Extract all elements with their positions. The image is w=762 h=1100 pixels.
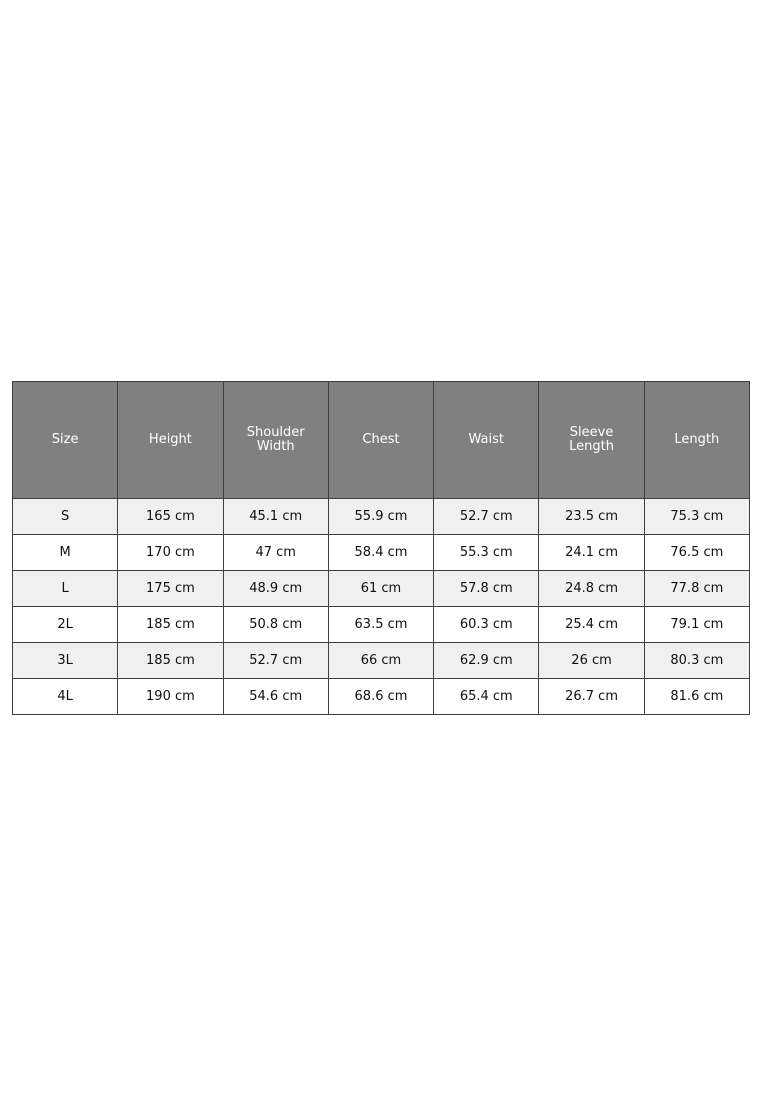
table-row (13, 643, 750, 679)
cell-sleeve-length: 25.4 cm (539, 607, 644, 643)
header-waist-line-1: Waist (468, 432, 504, 447)
header-length (644, 382, 749, 499)
cell-size: 3L (13, 643, 118, 679)
table-row (13, 499, 750, 535)
cell-length: 77.8 cm (644, 571, 749, 607)
cell-waist: 65.4 cm (434, 679, 539, 715)
cell-chest: 58.4 cm (328, 535, 433, 571)
cell-chest: 55.9 cm (328, 499, 433, 535)
table-row (13, 607, 750, 643)
cell-height: 175 cm (118, 571, 223, 607)
cell-length: 79.1 cm (644, 607, 749, 643)
cell-length: 76.5 cm (644, 535, 749, 571)
cell-height: 185 cm (118, 607, 223, 643)
header-size-line-1: Size (51, 432, 79, 447)
header-shoulder-width-line-2: Width (256, 439, 295, 454)
cell-height: 190 cm (118, 679, 223, 715)
header-height (118, 382, 223, 499)
cell-shoulder-width: 50.8 cm (223, 607, 328, 643)
table-row (13, 571, 750, 607)
cell-height: 165 cm (118, 499, 223, 535)
cell-shoulder-width: 52.7 cm (223, 643, 328, 679)
cell-waist: 62.9 cm (434, 643, 539, 679)
table-body (13, 499, 750, 715)
cell-shoulder-width: 47 cm (223, 535, 328, 571)
header-sleeve-length (539, 382, 644, 499)
header-chest (328, 382, 433, 499)
cell-shoulder-width: 54.6 cm (223, 679, 328, 715)
header-shoulder-width (223, 382, 328, 499)
header-sleeve-length-line-2: Length (569, 439, 614, 454)
cell-sleeve-length: 24.1 cm (539, 535, 644, 571)
cell-height: 185 cm (118, 643, 223, 679)
cell-shoulder-width: 45.1 cm (223, 499, 328, 535)
cell-size: S (13, 499, 118, 535)
header-row (13, 382, 750, 499)
table-header (13, 382, 750, 499)
cell-chest: 63.5 cm (328, 607, 433, 643)
cell-length: 81.6 cm (644, 679, 749, 715)
header-size (13, 382, 118, 499)
header-length-line-1: Length (674, 432, 720, 447)
table-row (13, 535, 750, 571)
cell-sleeve-length: 24.8 cm (539, 571, 644, 607)
header-chest-line-1: Chest (362, 432, 400, 447)
cell-size: M (13, 535, 118, 571)
header-sleeve-length-line-1: Sleeve (569, 425, 614, 440)
table-row (13, 679, 750, 715)
cell-length: 75.3 cm (644, 499, 749, 535)
cell-sleeve-length: 26 cm (539, 643, 644, 679)
cell-waist: 52.7 cm (434, 499, 539, 535)
cell-length: 80.3 cm (644, 643, 749, 679)
cell-size: 4L (13, 679, 118, 715)
header-height-line-1: Height (148, 432, 192, 447)
cell-size: L (13, 571, 118, 607)
header-shoulder-width-line-1: Shoulder (246, 425, 305, 440)
cell-chest: 68.6 cm (328, 679, 433, 715)
cell-sleeve-length: 26.7 cm (539, 679, 644, 715)
cell-chest: 61 cm (328, 571, 433, 607)
cell-size: 2L (13, 607, 118, 643)
cell-waist: 57.8 cm (434, 571, 539, 607)
cell-chest: 66 cm (328, 643, 433, 679)
cell-waist: 55.3 cm (434, 535, 539, 571)
cell-height: 170 cm (118, 535, 223, 571)
cell-shoulder-width: 48.9 cm (223, 571, 328, 607)
cell-sleeve-length: 23.5 cm (539, 499, 644, 535)
cell-waist: 60.3 cm (434, 607, 539, 643)
header-waist (434, 382, 539, 499)
size-chart-table (12, 381, 750, 715)
